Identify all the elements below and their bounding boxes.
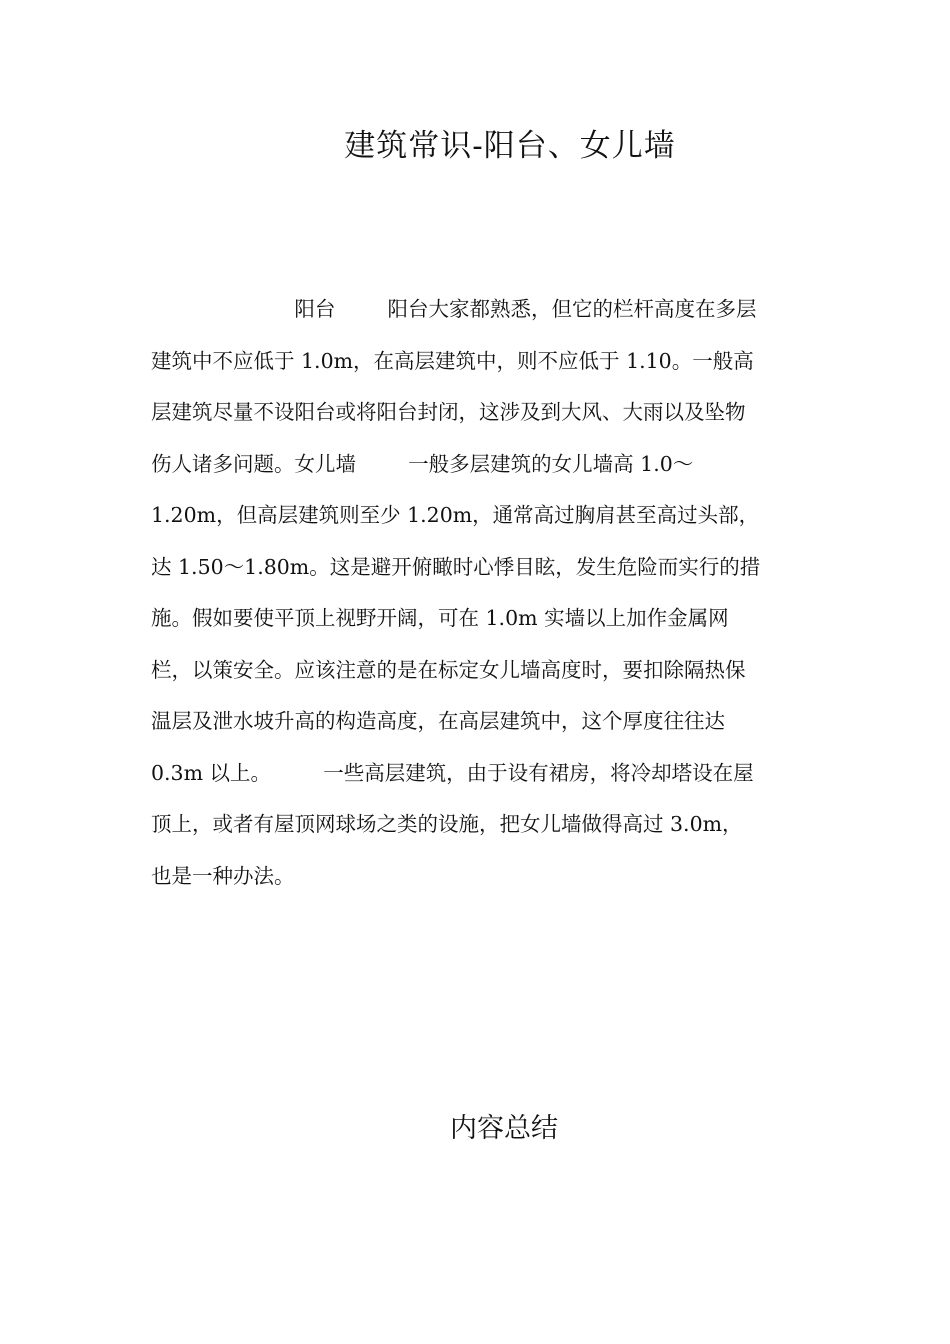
body-line: 温层及泄水坡升高的构造高度，在高层建筑中，这个厚度往往达 xyxy=(151,709,725,733)
body-line: 层建筑尽量不设阳台或将阳台封闭，这涉及到大风、大雨以及坠物 xyxy=(151,400,746,424)
body-text xyxy=(151,294,811,912)
body-line: 阳台 阳台大家都熟悉，但它的栏杆高度在多层 xyxy=(151,297,757,321)
body-line: 1.20m，但高层建筑则至少 1.20m，通常高过胸肩甚至高过头部， xyxy=(151,503,760,527)
summary-heading: 内容总结 xyxy=(450,1113,558,1144)
body-line: 达 1.50～1.80m。这是避开俯瞰时心悸目眩，发生危险而实行的措 xyxy=(151,554,761,579)
body-line: 建筑中不应低于 1.0m，在高层建筑中，则不应低于 1.10。一般高 xyxy=(151,348,754,373)
body-line: 栏，以策安全。应该注意的是在标定女儿墙高度时，要扣除隔热保 xyxy=(151,657,746,682)
body-line: 顶上，或者有屋顶网球场之类的设施，把女儿墙做得高过 3.0m， xyxy=(151,812,743,836)
body-line: 0.3m 以上。 一些高层建筑，由于设有裙房，将冷却塔设在屋 xyxy=(151,760,754,785)
body-line: 施。假如要使平顶上视野开阔，可在 1.0m 实墙以上加作金属网 xyxy=(151,606,729,630)
document-title: 建筑常识-阳台、女儿墙 xyxy=(344,128,676,164)
body-line: 伤人诸多问题。女儿墙 一般多层建筑的女儿墙高 1.0～ xyxy=(151,451,694,476)
body-line: 也是一种办法。 xyxy=(151,863,295,888)
